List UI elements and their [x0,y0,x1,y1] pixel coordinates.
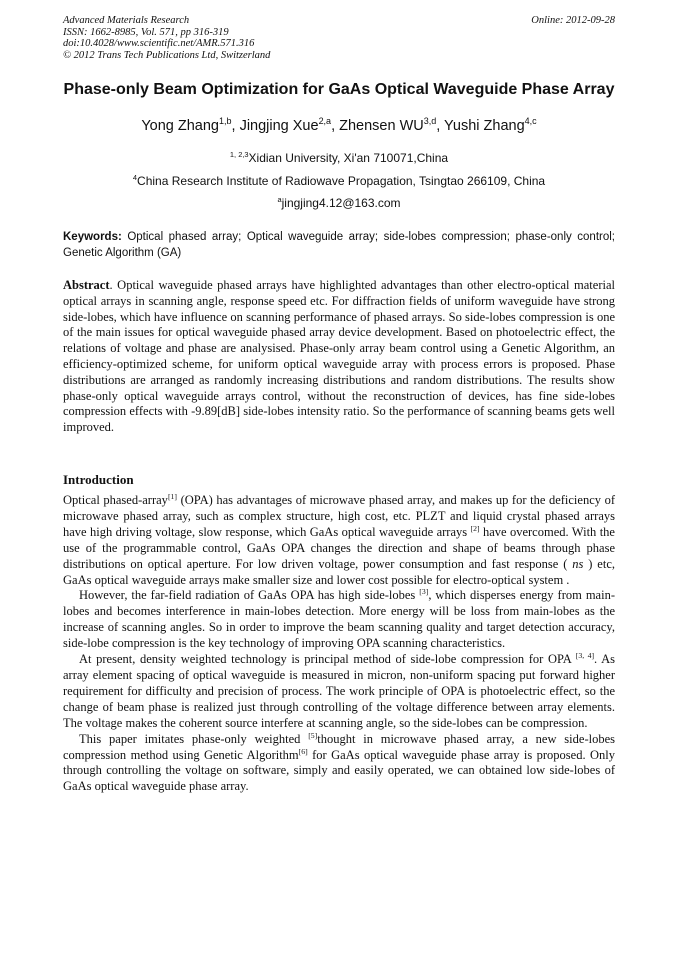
citation: [5] [308,730,318,740]
copyright-line: © 2012 Trans Tech Publications Ltd, Switzerland [63,49,271,61]
author-name: Zhensen WU [339,118,424,134]
email-mark: a [277,195,282,204]
text-run: At present, density weighted technology is principal method of side-lobe compression for OPA [79,652,576,667]
abstract-block [63,278,615,436]
paper-title: Phase-only Beam Optimization for GaAs Optical Waveguide Phase Array [63,81,615,98]
paragraph [63,493,615,588]
text-run: have overcomed. With the use of the programmable control, GaAs OPA changes the direction and shape of beams through phase distributions on optical aperture. For low driven voltage, power consumption and fast response ( [63,524,615,571]
citation: [6] [298,746,308,756]
author-affiliation-mark: 3,d [423,116,437,127]
paragraph [63,732,615,796]
affiliation-text: Xidian University, Xi'an 710071,China [248,151,449,165]
author-affiliation-mark: 2,a [318,116,332,127]
author-list [40,118,638,134]
citation: [3] [419,587,429,597]
journal-header [63,15,615,61]
author-affiliation-mark: 1,b [219,116,232,127]
introduction-heading: Introduction [63,472,134,487]
introduction-body [63,493,615,795]
text-run: Optical phased-array [63,493,168,507]
online-date: Online: 2012-09-28 [531,15,615,26]
text-run: for GaAs optical waveguide phase array is proposed. Only through controlling the voltage on software, simply and easily operated, we can obtained low side-lobes of GaAs optical waveguide phase array. [63,747,615,794]
author-name: Yushi Zhang [444,118,525,134]
doi-line: doi:10.4028/www.scientific.net/AMR.571.316 [63,38,255,49]
author-separator: , [331,118,340,134]
author-separator: , [231,118,240,134]
author-name: Jingjing Xue [239,118,319,134]
text-run: thought in microwave phased array, a new side-lobes compression method using Genetic Algorithm [63,731,615,762]
affiliation-line [40,174,638,188]
text-run: (OPA) has advantages of microwave phased array, and makes up for the deficiency of microwave phased array, such as complex structure, high cost, etc. PLZT and liquid crystal phased arrays have high driving voltage, slow response, which GaAs optical waveguide arrays [63,493,615,539]
affiliation-mark: 4 [132,173,138,182]
abstract-text: . Optical waveguide phased arrays have highlighted advantages than other electro-optical material optical arrays in scanning angle, response speed etc. For diffraction fields of uniform waveguide have strong side-lobes, which have influence on scanning performance of phased arrays. So side-lobes compression is one of the main issues for optical waveguide phased array device development. Based on photoelectric effect, the relations of voltage and phase are analysised. Phase-only array beam control using a Genetic Algorithm, an efficiency-optimized scheme, for uniform optical waveguide array with process errors is proposed. Phase distributions are arranged as randomly increasing distributions and random distributions. The results show phase-only optical waveguide arrays control, without the reconstruction of devices, has fine side-lobes compression effects with -9.89[dB] side-lobes intensity ratio. So the performance of scanning beams gets well improved. [63,278,615,435]
citation: [1] [167,491,177,501]
email-address: jingjing4.12@163.com [281,196,401,210]
email-line [40,196,638,210]
affiliation-text: China Research Institute of Radiowave Propagation, Tsingtao 266109, China [137,174,546,188]
author-name: Yong Zhang [141,118,219,134]
keywords-label: Keywords: [63,231,122,243]
citation: [2] [470,523,480,533]
paragraph [63,588,615,652]
author-separator: , [436,118,445,134]
affiliation-line [40,151,638,165]
author-affiliation-mark: 4,c [524,116,537,127]
abstract-label: Abstract [63,278,110,292]
keywords-block [63,229,615,261]
text-run: , which disperses energy from main-lobes and becomes interference in main-lobes detection. More energy will be loss from main-lobes as the increase of scanning angles. So in order to improve the beam scanning quality and target detection accuracy, side-lobe compression is the key technology of improving OPA scanning characteristics. [63,588,615,651]
affiliation-mark: 1, 2,3 [229,150,249,159]
text-run: . As array element spacing of optical waveguide is measured in micron, non-uniform spacing put forward higher requirement for difficulty and precision of process. The work principle of OPA is photoelectric effect, so the change of beam phase is realized just through controlling of the voltage difference between array elements. The voltage makes the coherent source interfere at scanning angle, so the side-lobes can be compression. [63,652,615,730]
citation: [3, 4] [575,650,595,660]
keywords-text: Optical phased array; Optical waveguide array; side-lobes compression; phase-only control; Genetic Algorithm (GA) [63,231,615,259]
paragraph [63,652,615,732]
journal-name: Advanced Materials Research [63,15,190,26]
text-run: However, the far-field radiation of GaAs OPA has high side-lobes [79,588,420,603]
text-run: ) etc, GaAs optical waveguide arrays make smaller size and lower cost possible for electro-optical system . [63,556,615,587]
issn-line: ISSN: 1662-8985, Vol. 571, pp 316-319 [63,26,229,38]
unit-ns: ns [567,556,589,571]
text-run: This paper imitates phase-only weighted [79,731,309,746]
